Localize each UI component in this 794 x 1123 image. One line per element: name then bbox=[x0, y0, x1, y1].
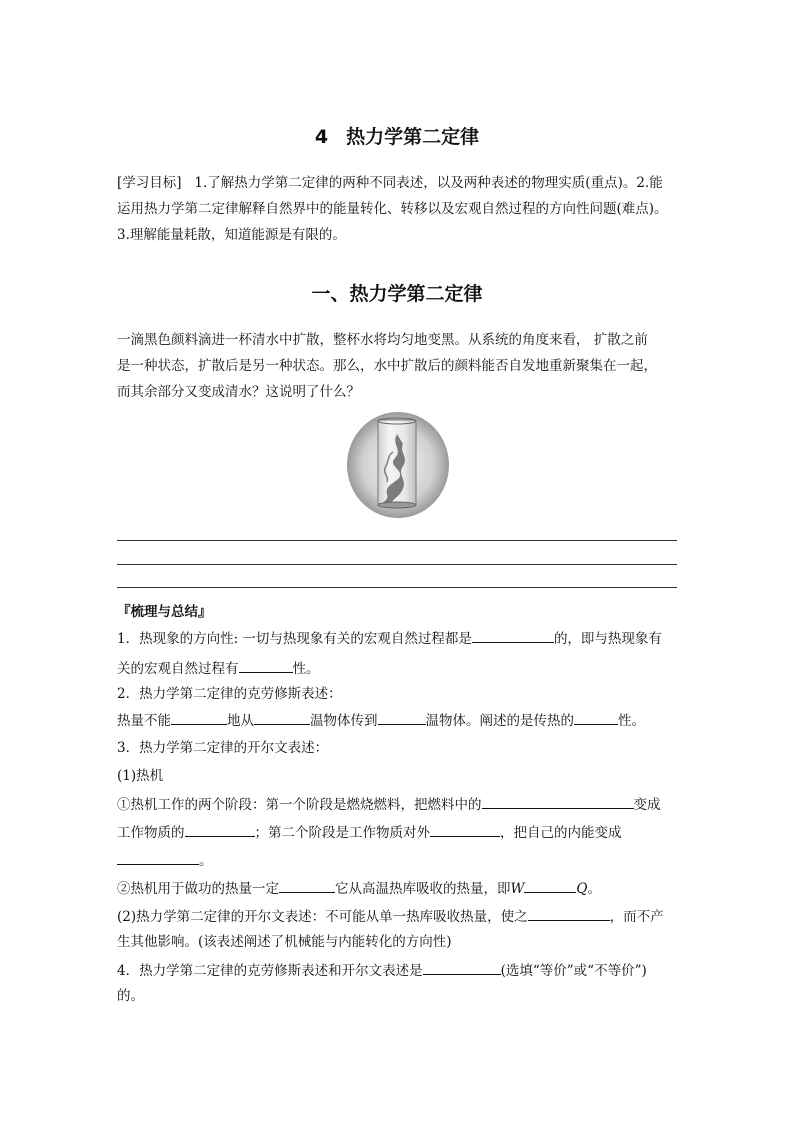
text: (选填“等价”或“不等价”) bbox=[500, 963, 647, 979]
fill-blank[interactable] bbox=[528, 906, 610, 921]
fill-blank[interactable] bbox=[574, 710, 618, 725]
symbol-q: Q bbox=[576, 881, 588, 897]
summary-item-3-p1-line-2 bbox=[117, 822, 622, 843]
page-title bbox=[0, 122, 794, 149]
text: 变成 bbox=[633, 797, 661, 813]
question-line-1: 一滴黑色颜料滴进一杯清水中扩散，整杯水将均匀地变黑。从系统的角度来看， 扩散之前 bbox=[117, 332, 648, 348]
symbol-w: W bbox=[510, 881, 525, 897]
objectives-label: [学习目标] bbox=[117, 175, 182, 191]
text: 的，即与热现象有 bbox=[553, 631, 662, 647]
text: 关的宏观自然过程有 bbox=[117, 661, 239, 677]
summary-item-4-line-2: 的。 bbox=[117, 988, 144, 1004]
fill-blank[interactable] bbox=[239, 658, 293, 673]
answer-line-3[interactable] bbox=[117, 587, 677, 588]
text: ，而不产 bbox=[609, 909, 664, 925]
summary-heading: 『梳理与总结』 bbox=[117, 604, 212, 620]
objectives-line-2: 运用热力学第二定律解释自然界中的能量转化、转移以及宏观自然过程的方向性问题(难点)。 bbox=[117, 201, 668, 217]
text: 工作物质的 bbox=[117, 825, 185, 841]
summary-item-1-line-2 bbox=[117, 658, 320, 679]
summary-item-2-line bbox=[117, 710, 645, 731]
summary-item-3-sub-2-line-2: 生其他影响。(该表述阐述了机械能与内能转化的方向性) bbox=[117, 934, 452, 950]
ink-diffusion-photo bbox=[347, 412, 449, 518]
text: 它从高温热库吸收的热量，即 bbox=[335, 881, 511, 897]
text: 热量不能 bbox=[117, 713, 171, 729]
summary-item-3-p1-line-1 bbox=[117, 794, 661, 815]
summary-item-4-line-1 bbox=[117, 960, 647, 981]
text: 4．热力学第二定律的克劳修斯表述和开尔文表述是 bbox=[117, 963, 423, 979]
learning-objectives bbox=[117, 170, 679, 248]
fill-blank[interactable] bbox=[430, 822, 500, 837]
fill-blank[interactable] bbox=[378, 710, 426, 725]
text: 性。 bbox=[618, 713, 645, 729]
text: 地从 bbox=[227, 713, 254, 729]
text: 温物体。阐述的是传热的 bbox=[425, 713, 574, 729]
objectives-line-3: 3.理解能量耗散，知道能源是有限的。 bbox=[117, 227, 346, 243]
answer-line-2[interactable] bbox=[117, 564, 677, 565]
text: 。 bbox=[587, 881, 601, 897]
fill-blank[interactable] bbox=[117, 850, 199, 865]
summary-item-3-sub-1: (1)热机 bbox=[117, 768, 164, 784]
fill-blank[interactable] bbox=[254, 710, 310, 725]
objectives-line-1: 1.了解热力学第二定律的两种不同表述，以及两种表述的物理实质(重点)。2.能 bbox=[194, 175, 663, 191]
text: 1．热现象的方向性: 一切与热现象有关的宏观自然过程都是 bbox=[117, 631, 472, 647]
title-number: 4 bbox=[314, 126, 329, 148]
text: ；第二个阶段是工作物质对外 bbox=[254, 825, 430, 841]
summary-item-1-line-1 bbox=[117, 628, 662, 649]
text: ②热机用于做功的热量一定 bbox=[117, 881, 279, 897]
text: 温物体传到 bbox=[310, 713, 378, 729]
fill-blank[interactable] bbox=[423, 960, 501, 975]
section-heading: 一、热力学第二定律 bbox=[311, 283, 483, 305]
text: ①热机工作的两个阶段：第一个阶段是燃烧燃料，把燃料中的 bbox=[117, 797, 482, 813]
text: 。 bbox=[199, 853, 213, 869]
fill-blank[interactable] bbox=[171, 710, 227, 725]
summary-item-3-head: 3．热力学第二定律的开尔文表述： bbox=[117, 740, 329, 756]
text: ，把自己的内能变成 bbox=[500, 825, 622, 841]
fill-blank[interactable] bbox=[279, 878, 335, 893]
text: 性。 bbox=[292, 661, 320, 677]
title-text: 热力学第二定律 bbox=[346, 126, 480, 148]
question-line-3: 而其余部分又变成清水？这说明了什么？ bbox=[117, 384, 360, 400]
fill-blank[interactable] bbox=[185, 822, 255, 837]
fill-blank[interactable] bbox=[482, 794, 634, 809]
fill-blank[interactable] bbox=[524, 878, 576, 893]
summary-item-3-sub-2-line-1 bbox=[117, 906, 664, 927]
summary-item-3-p2 bbox=[117, 878, 601, 899]
summary-item-3-p1-line-3 bbox=[117, 850, 213, 871]
text: (2)热力学第二定律的开尔文表述：不可能从单一热库吸收热量，使之 bbox=[117, 909, 528, 925]
answer-line-1[interactable] bbox=[117, 540, 677, 541]
question-line-2: 是一种状态，扩散后是另一种状态。那么，水中扩散后的颜料能否自发地重新聚集在一起， bbox=[117, 358, 657, 374]
fill-blank[interactable] bbox=[472, 628, 554, 643]
summary-item-2-head: 2．热力学第二定律的克劳修斯表述： bbox=[117, 686, 342, 702]
question-paragraph bbox=[117, 327, 679, 405]
